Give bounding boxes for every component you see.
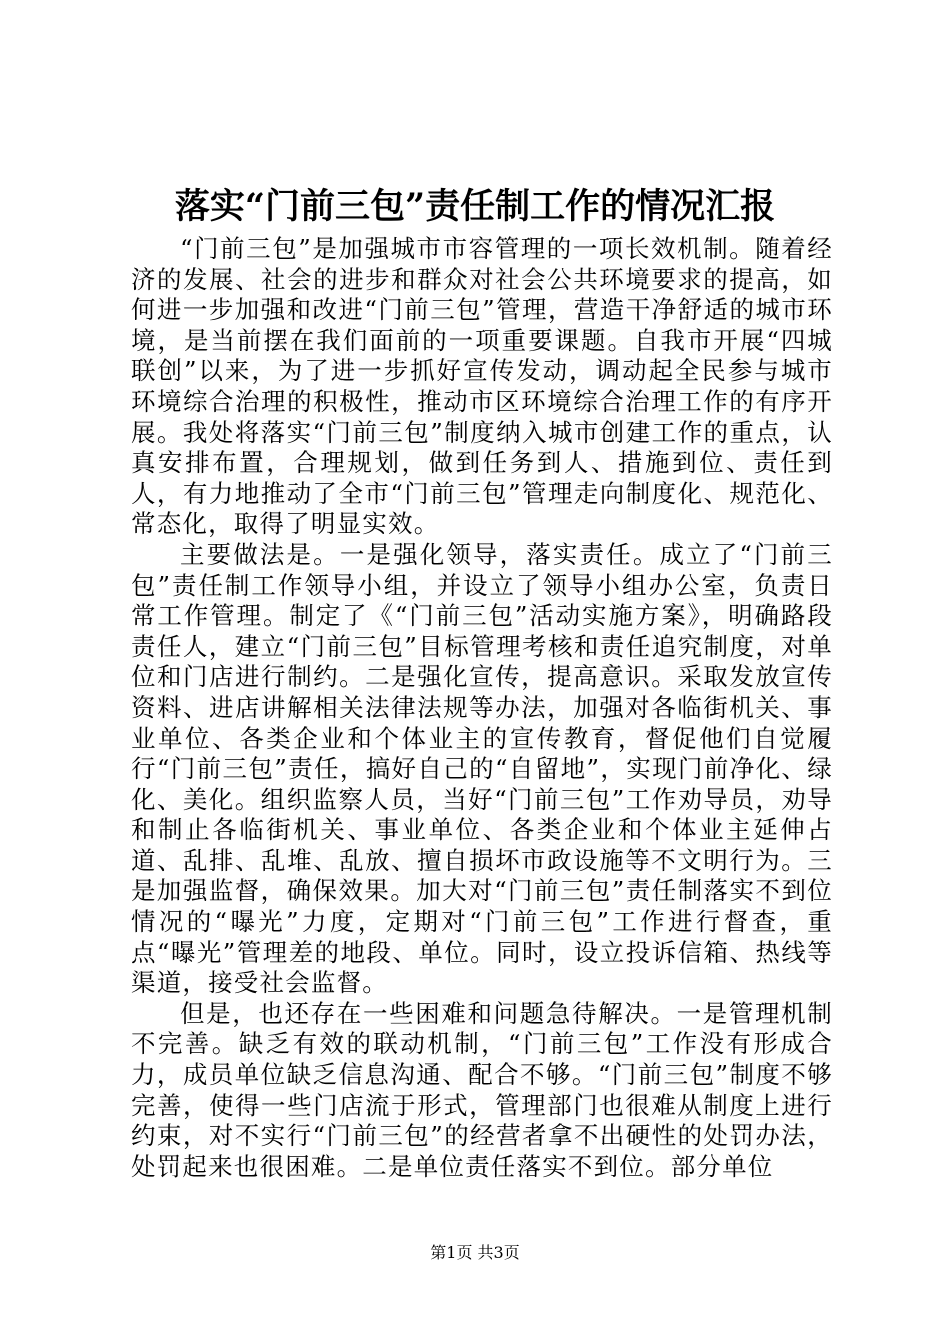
paragraph-practices: 主要做法是。一是强化领导，落实责任。成立了“门前三包”责任制工作领导小组，并设立了领导小组办公室，负责日常工作管理。制定了《“门前三包”活动实施方案》，明确路段责任人，建立“门前三包”目标管理考核和责任追究制度，对单位和门店进行制约。二是强化宣传，提高意识。采取发放宣传资料、进店讲解相关法律法规等办法，加强对各临街机关、事业单位、各类企业和个体业主的宣传教育，督促他们自觉履行“门前三包”责任，搞好自己的“自留地”，实现门前净化、绿化、美化。组织监察人员，当好“门前三包”工作劝导员，劝导和制止各临街机关、事业单位、各类企业和个体业主延伸占道、乱排、乱堆、乱放、擅自损坏市政设施等不文明行为。三是加强监督，确保效果。加大对“门前三包”责任制落实不到位情况的“曝光”力度，定期对“门前三包”工作进行督查，重点“曝光”管理差的地段、单位。同时，设立投诉信箱、热线等渠道，接受社会监督。	[131, 539, 833, 998]
page-footer: 第1页 共3页	[430, 1243, 520, 1262]
paragraph-problems: 但是，也还存在一些困难和问题急待解决。一是管理机制不完善。缺乏有效的联动机制，“门前三包”工作没有形成合力，成员单位缺乏信息沟通、配合不够。“门前三包”制度不够完善，使得一些门店流于形式，管理部门也很难从制度上进行约束，对不实行“门前三包”的经营者拿不出硬性的处罚办法，处罚起来也很困难。二是单位责任落实不到位。部分单位	[131, 998, 833, 1181]
paragraph-intro: “门前三包”是加强城市市容管理的一项长效机制。随着经济的发展、社会的进步和群众对社会公共环境要求的提高，如何进一步加强和改进“门前三包”管理，营造干净舒适的城市环境，是当前摆在我们面前的一项重要课题。自我市开展“四城联创”以来，为了进一步抓好宣传发动，调动起全民参与城市环境综合治理的积极性，推动市区环境综合治理工作的有序开展。我处将落实“门前三包”制度纳入城市创建工作的重点，认真安排布置，合理规划，做到任务到人、措施到位、责任到人，有力地推动了全市“门前三包”管理走向制度化、规范化、常态化，取得了明显实效。	[131, 234, 833, 539]
document-title: 落实“门前三包”责任制工作的情况汇报	[174, 186, 776, 227]
document-body	[131, 234, 833, 1182]
